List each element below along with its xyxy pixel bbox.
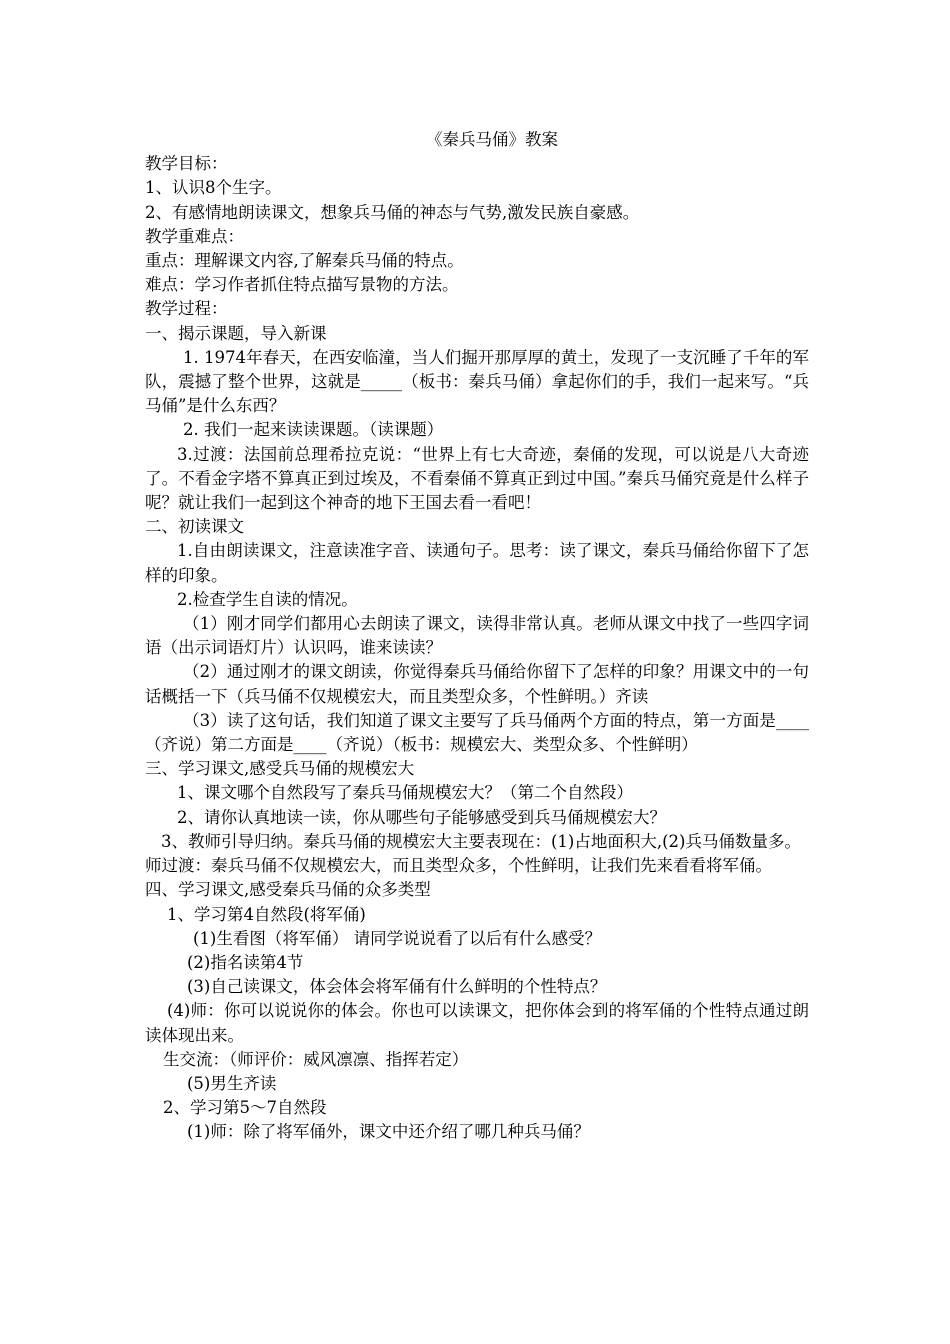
paragraph-types-1-3: (3)自己读课文，体会体会将军俑有什么鲜明的个性特点？ — [187, 977, 607, 997]
objective-1: 1、认识8个生字。 — [145, 178, 282, 198]
paragraph-types-1-5: (5)男生齐读 — [187, 1073, 277, 1093]
document-title: 《秦兵马俑》教案 — [426, 130, 558, 149]
paragraph-intro-3: 3.过渡：法国前总理希拉克说：“世界上有七大奇迹，秦俑的发现，可以说是八大奇迹了。不看金字塔不算真正到过埃及，不看秦俑不算真正到过中国。”秦兵马俑究竟是什么样子呢？就让我们一起到这个神奇的地下王国去看一看吧！ — [145, 444, 809, 513]
part-heading-4: 四、学习课文,感受秦兵马俑的众多类型 — [145, 880, 431, 900]
paragraph-intro-1: 1. 1974年春天，在西安临潼，当人们掘开那厚厚的黄土，发现了一支沉睡了千年的军队，震撼了整个世界，这就是_____（板书：秦兵马俑）拿起你们的手，我们一起来写。“兵马俑”是什么东西？ — [145, 347, 809, 416]
paragraph-scale-2: 2、请你认真地读一读，你从哪些句子能够感受到兵马俑规模宏大？ — [177, 807, 666, 827]
section-heading-key-points: 教学重难点： — [145, 226, 244, 246]
section-heading-objectives: 教学目标： — [145, 154, 228, 174]
paragraph-scale-3: 3、教师引导归纳。秦兵马俑的规模宏大主要表现在：(1)占地面积大,(2)兵马俑数量多。 — [161, 831, 801, 851]
paragraph-read-2-2: （2）通过刚才的课文朗读，你觉得秦兵马俑给你留下了怎样的印象？用课文中的一句话概括一下（兵马俑不仅规模宏大，而且类型众多，个性鲜明。）齐读 — [145, 662, 809, 706]
paragraph-types-1-1: (1)生看图（将军俑） 请同学说说看了以后有什么感受？ — [193, 928, 602, 948]
objective-2: 2、有感情地朗读课文，想象兵马俑的神态与气势,激发民族自豪感。 — [145, 202, 640, 222]
key-point: 重点：理解课文内容,了解秦兵马俑的特点。 — [145, 251, 464, 271]
difficult-point: 难点：学习作者抓住特点描写景物的方法。 — [145, 275, 459, 295]
lesson-plan-document — [145, 128, 809, 1145]
paragraph-transition: 师过渡：秦兵马俑不仅规模宏大，而且类型众多，个性鲜明，让我们先来看看将军俑。 — [145, 856, 772, 876]
paragraph-types-2-1: (1)师：除了将军俑外，课文中还介绍了哪几种兵马俑？ — [187, 1122, 590, 1142]
part-heading-1: 一、揭示课题，导入新课 — [145, 323, 327, 343]
part-heading-3: 三、学习课文,感受兵马俑的规模宏大 — [145, 759, 415, 779]
paragraph-read-2-3: （3）读了这句话，我们知道了课文主要写了兵马俑两个方面的特点，第一方面是____（齐说）第二方面是____（齐说）（板书：规模宏大、类型众多、个性鲜明） — [145, 710, 809, 755]
paragraph-types-1-4: (4)师：你可以说说你的体会。你也可以读课文，把你体会到的将军俑的个性特点通过朗读体现出来。 — [145, 1001, 809, 1045]
paragraph-types-1-2: (2)指名读第4节 — [187, 952, 304, 972]
paragraph-student-exchange: 生交流：（师评价：威风凛凛、指挥若定） — [163, 1049, 469, 1069]
paragraph-read-2: 2.检查学生自读的情况。 — [177, 589, 358, 609]
paragraph-types-1: 1、学习第4自然段(将军俑) — [167, 904, 366, 924]
paragraph-intro-2: 2. 我们一起来读读课题。（读课题） — [183, 420, 444, 440]
paragraph-types-2: 2、学习第5～7自然段 — [163, 1098, 327, 1118]
section-heading-process: 教学过程： — [145, 299, 228, 319]
part-heading-2: 二、初读课文 — [145, 517, 244, 537]
paragraph-read-2-1: （1）刚才同学们都用心去朗读了课文，读得非常认真。老师从课文中找了一些四字词语（出示词语灯片）认识吗，谁来读读？ — [145, 614, 809, 658]
paragraph-scale-1: 1、课文哪个自然段写了秦兵马俑规模宏大？（第二个自然段） — [177, 783, 633, 803]
paragraph-read-1: 1.自由朗读课文，注意读准字音、读通句子。思考：读了课文，秦兵马俑给你留下了怎样的印象。 — [145, 541, 809, 585]
